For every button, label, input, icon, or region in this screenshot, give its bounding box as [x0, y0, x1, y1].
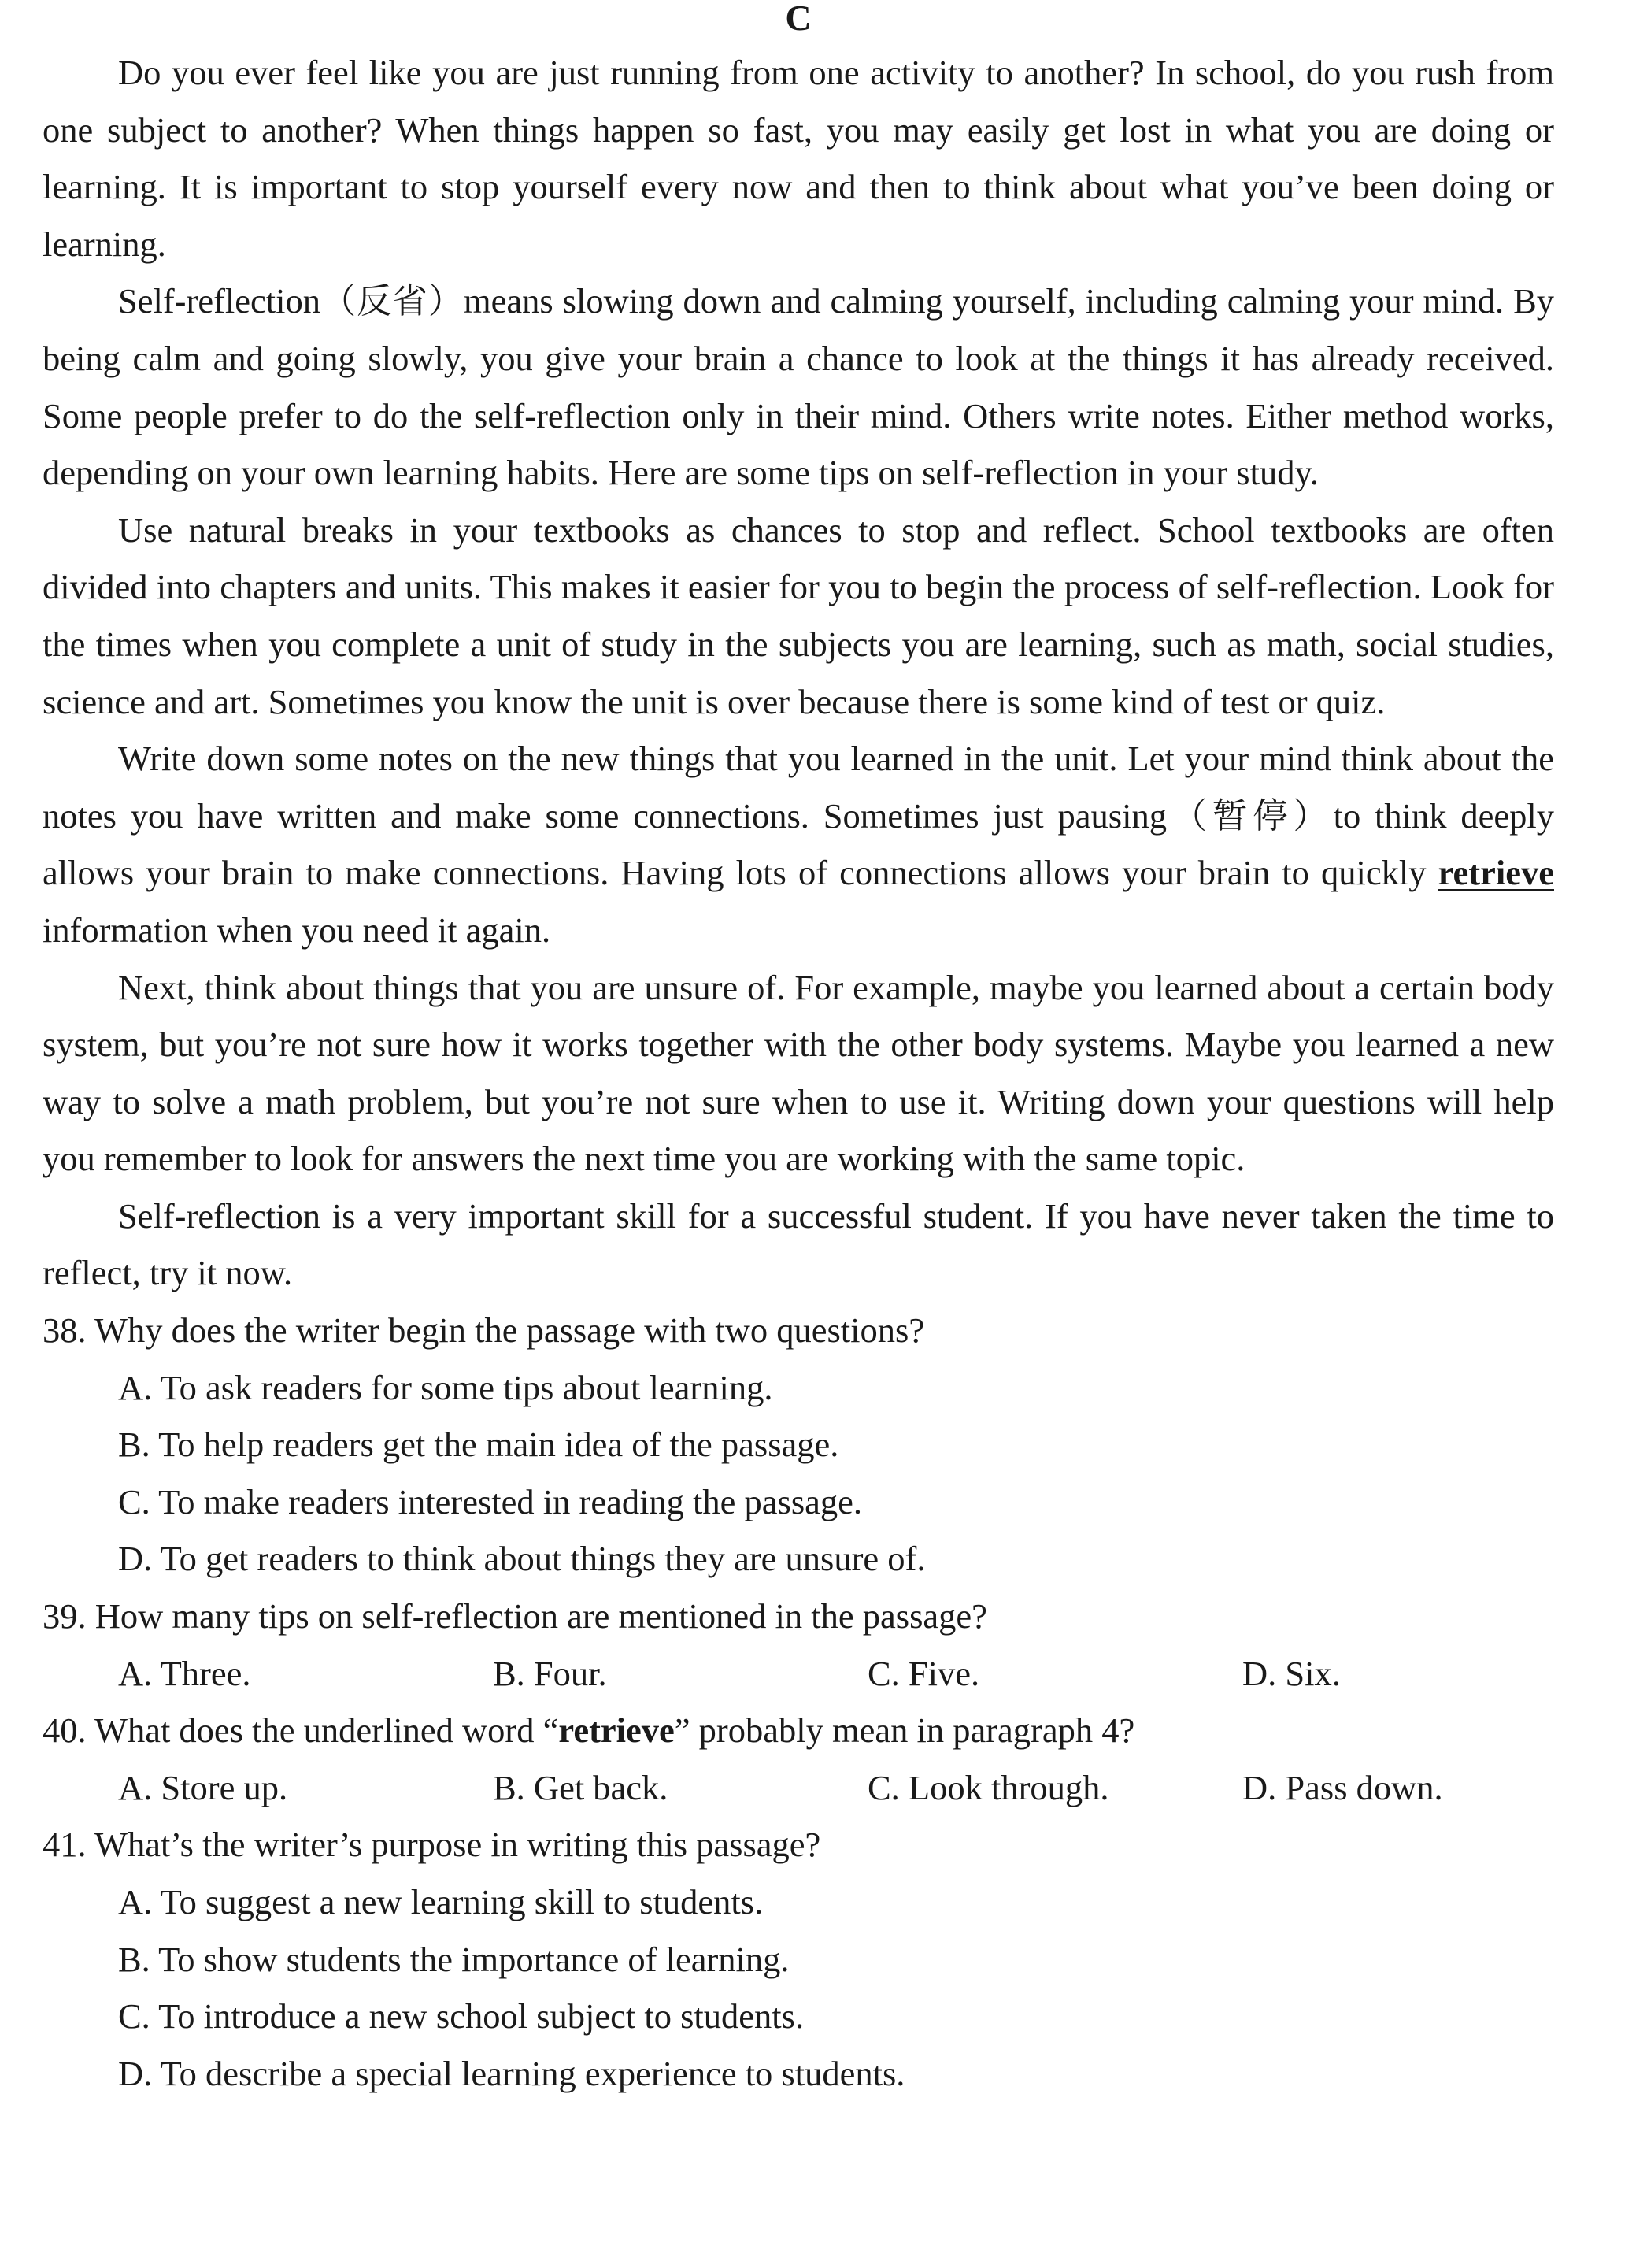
question-39 [43, 1588, 1554, 1702]
question-41-stem: 41. What’s the writer’s purpose in writing this passage? [43, 1825, 821, 1865]
question-41-option-c[interactable]: C. To introduce a new school subject to students. [118, 1996, 805, 2036]
question-41 [43, 1816, 1554, 2102]
question-39-stem: 39. How many tips on self-reflection are mentioned in the passage? [43, 1596, 987, 1636]
question-39-option-a[interactable]: A. Three. [118, 1653, 251, 1693]
question-40-option-d[interactable]: D. Pass down. [1242, 1767, 1443, 1807]
question-41-option-a[interactable]: A. To suggest a new learning skill to students. [118, 1882, 764, 1922]
question-39-options [118, 1645, 1554, 1703]
question-40-stem [43, 1702, 1554, 1759]
question-38 [43, 1302, 1554, 1588]
paragraph-3: Use natural breaks in your textbooks as chances to stop and reflect. School textbooks are often divided into chapters and units. This makes it easier for you to begin the process of self-reflection. Look for the times when you complete a unit of study in the subjects you are learning, such as math, social studies, science and art. Sometimes you know the unit is over because there is some kind of test or quiz. [43, 510, 1554, 721]
question-40-options [118, 1759, 1554, 1817]
question-39-option-d[interactable]: D. Six. [1242, 1653, 1341, 1693]
paragraph-4-text-after: information when you need it again. [43, 910, 551, 950]
question-40-stem-word: retrieve [558, 1710, 675, 1751]
paragraph-6: Self-reflection is a very important skill for a successful student. If you have never taken the time to reflect, try it now. [43, 1195, 1554, 1293]
question-39-option-b[interactable]: B. Four. [493, 1653, 607, 1693]
paragraph-1: Do you ever feel like you are just running from one activity to another? In school, do you rush from one subject to another? When things happen so fast, you may easily get lost in what you are doing or learning. It is important to stop yourself every now and then to think about what you’ve been doing or learning. [43, 53, 1554, 264]
reading-passage [43, 44, 1554, 1302]
question-40-option-b[interactable]: B. Get back. [493, 1767, 668, 1807]
paragraph-5: Next, think about things that you are unsure of. For example, maybe you learned about a certain body system, but you’re not sure how it works together with the other body systems. Maybe you learned a new way to solve a math problem, but you’re not sure when to use it. Writing down your questions will help you remember to look for answers the next time you are working with the same topic. [43, 967, 1554, 1179]
question-40-option-c[interactable]: C. Look through. [868, 1767, 1109, 1807]
question-39-option-c[interactable]: C. Five. [868, 1653, 980, 1693]
question-40-option-a[interactable]: A. Store up. [118, 1767, 288, 1807]
question-40-stem-before: 40. What does the underlined word “ [43, 1710, 559, 1751]
section-letter: C [785, 0, 812, 38]
question-40-stem-after: ” probably mean in paragraph 4? [674, 1710, 1135, 1751]
question-40 [43, 1702, 1554, 1816]
question-38-option-c[interactable]: C. To make readers interested in reading the passage. [118, 1481, 863, 1521]
question-38-option-a[interactable]: A. To ask readers for some tips about learning. [118, 1367, 773, 1407]
paragraph-4-text-before: Write down some notes on the new things that you learned in the unit. Let your mind think about the notes you have written and make some connections. Sometimes just pausing（暂停）to think deeply allows your brain to make connections. Having lots of connections allows your brain to quickly [43, 739, 1554, 893]
paragraph-2: Self-reflection（反省）means slowing down and calming yourself, including calming your mind. By being calm and going slowly, you give your brain a chance to look at the things it has already received. Some people prefer to do the self-reflection only in their mind. Others write notes. Either method works, depending on your own learning habits. Here are some tips on self-reflection in your study. [43, 281, 1554, 493]
paragraph-4 [43, 730, 1554, 958]
question-41-option-d[interactable]: D. To describe a special learning experience to students. [118, 2053, 905, 2093]
exam-page [43, 0, 1554, 2102]
question-38-option-b[interactable]: B. To help readers get the main idea of the passage. [118, 1425, 839, 1465]
question-38-option-d[interactable]: D. To get readers to think about things they are unsure of. [118, 1539, 926, 1579]
question-41-option-b[interactable]: B. To show students the importance of learning. [118, 1939, 790, 1979]
underlined-word-retrieve: retrieve [1438, 853, 1554, 893]
question-38-stem: 38. Why does the writer begin the passage with two questions? [43, 1310, 925, 1351]
